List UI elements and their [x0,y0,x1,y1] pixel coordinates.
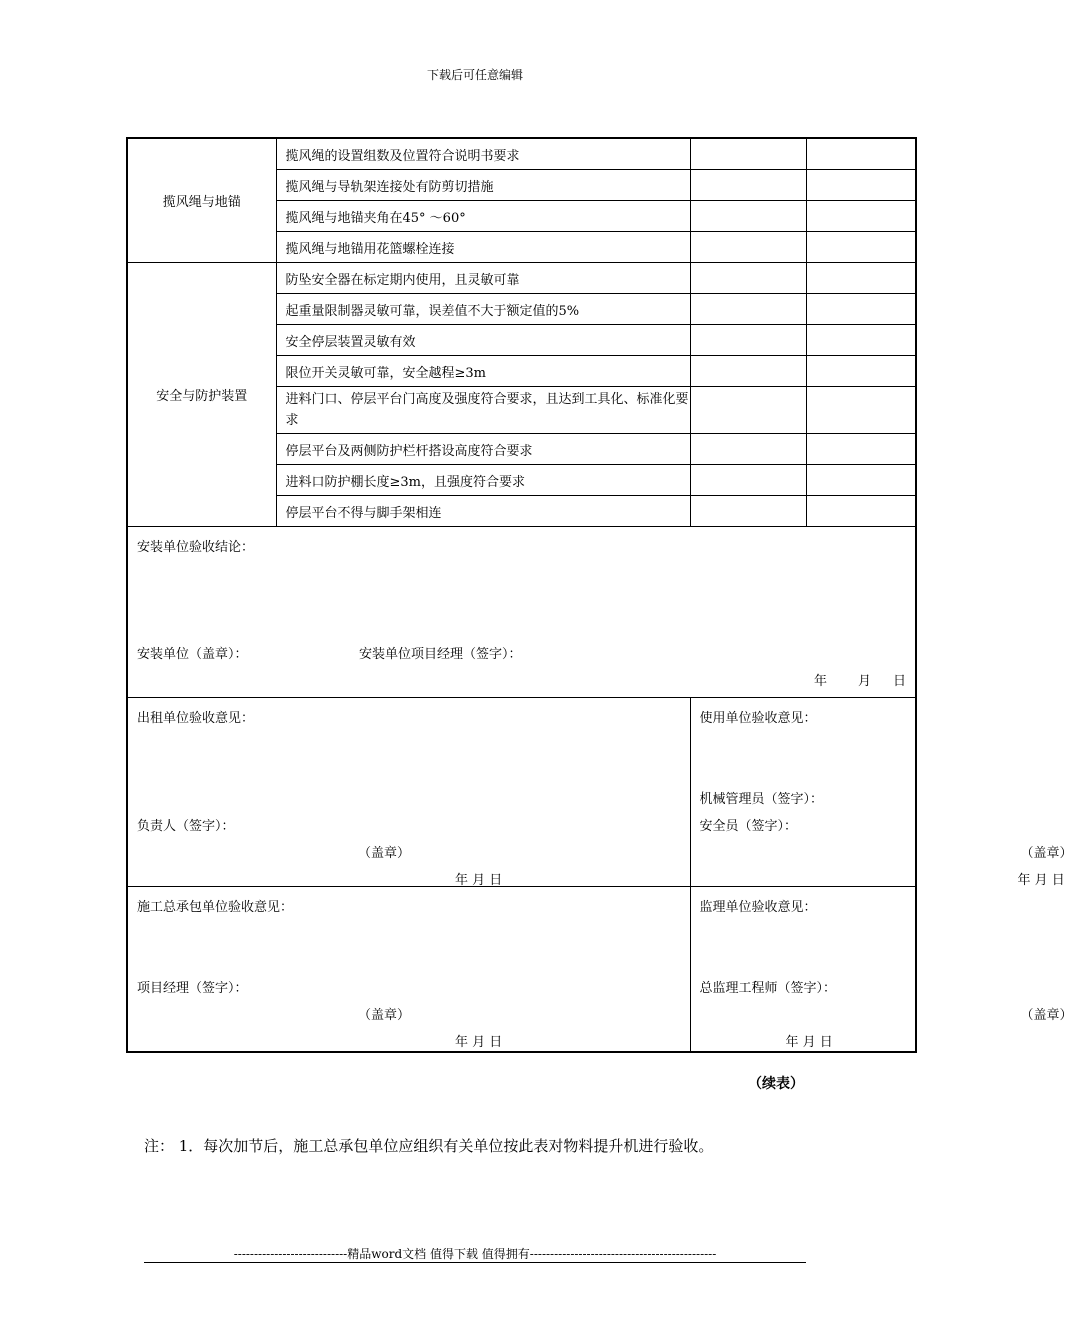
header-note: 下载后可任意编辑 [426,68,523,82]
category-cell: 安全与防护装置 [127,263,276,527]
rental-opinion-block[interactable] [127,698,690,887]
install-date-day: 日 [893,674,907,689]
remark-cell[interactable] [806,170,916,201]
remark-cell[interactable] [806,496,916,527]
install-manager-sign-label: 安装单位项目经理（签字）： [359,647,522,662]
remark-cell[interactable] [806,434,916,465]
user-date: 年 月 日 [1017,873,1065,888]
contractor-pm-sign-label: 项目经理（签字）： [137,981,248,996]
supervision-date: 年 月 日 [785,1035,833,1050]
contractor-supervision-row [127,887,916,1053]
user-opinion-label: 使用单位验收意见： [699,711,817,726]
result-cell[interactable] [690,465,806,496]
remark-cell[interactable] [806,325,916,356]
result-cell[interactable] [690,263,806,294]
install-conclusion-row [127,527,916,698]
item-cell: 起重量限制器灵敏可靠，误差值不大于额定值的5% [276,294,690,325]
supervision-chief-sign-label: 总监理工程师（签字）： [699,981,837,996]
item-cell: 揽风绳与地锚夹角在45° ～60° [276,201,690,232]
result-cell[interactable] [690,387,806,434]
table-row [127,263,916,294]
rental-seal-label: （盖章） [358,846,411,861]
user-opinion-block[interactable] [690,698,1073,888]
supervision-opinion-block[interactable] [690,887,1073,1053]
item-cell: 揽风绳的设置组数及位置符合说明书要求 [276,138,690,170]
remark-cell[interactable] [806,232,916,263]
result-cell[interactable] [690,325,806,356]
result-cell[interactable] [690,356,806,387]
item-cell: 进料门口、停层平台门高度及强度符合要求，且达到工具化、标准化要求 [276,387,690,434]
install-date-year: 年 [814,674,828,689]
continued-label: （续表） [748,1076,804,1092]
install-date-month: 月 [858,674,872,689]
table-row [127,138,916,170]
note-text: 注： 1．每次加节后，施工总承包单位应组织有关单位按此表对物料提升机进行验收。 [144,1137,714,1155]
supervision-seal-label: （盖章） [1020,1008,1073,1023]
item-cell: 限位开关灵敏可靠，安全越程≥3m [276,356,690,387]
result-cell[interactable] [690,138,806,170]
rental-responsible-sign-label: 负责人（签字）： [137,819,235,834]
remark-cell[interactable] [806,294,916,325]
item-cell: 防坠安全器在标定期内使用，且灵敏可靠 [276,263,690,294]
remark-cell[interactable] [806,356,916,387]
result-cell[interactable] [690,434,806,465]
install-conclusion-block[interactable] [127,527,916,698]
contractor-date: 年 月 日 [455,1035,503,1050]
inspection-table [126,137,1073,1053]
install-unit-seal-label: 安装单位（盖章）： [137,647,248,662]
remark-cell[interactable] [806,387,916,434]
install-conclusion-label: 安装单位验收结论： [137,540,255,555]
rental-date: 年 月 日 [455,873,503,888]
user-seal-label: （盖章） [1020,846,1073,861]
remark-cell[interactable] [806,138,916,170]
result-cell[interactable] [690,496,806,527]
item-cell: 停层平台不得与脚手架相连 [276,496,690,527]
rental-opinion-label: 出租单位验收意见： [137,711,255,726]
result-cell[interactable] [690,170,806,201]
user-mechanic-sign-label: 机械管理员（签字）： [699,792,824,807]
category-cell: 揽风绳与地锚 [127,138,276,263]
contractor-opinion-block[interactable] [127,887,690,1053]
remark-cell[interactable] [806,263,916,294]
result-cell[interactable] [690,294,806,325]
remark-cell[interactable] [806,465,916,496]
item-cell: 揽风绳与地锚用花篮螺栓连接 [276,232,690,263]
item-cell: 揽风绳与导轨架连接处有防剪切措施 [276,170,690,201]
item-cell: 安全停层装置灵敏有效 [276,325,690,356]
supervision-opinion-label: 监理单位验收意见： [699,900,817,915]
item-cell: 停层平台及两侧防护栏杆搭设高度符合要求 [276,434,690,465]
result-cell[interactable] [690,232,806,263]
contractor-opinion-label: 施工总承包单位验收意见： [137,900,294,915]
remark-cell[interactable] [806,201,916,232]
footer-text: ----------------------------精品word文档 值得下载 值得拥有---------------------------------------------- [233,1247,717,1261]
rental-user-row [127,698,916,887]
user-safety-sign-label: 安全员（签字）： [699,819,798,834]
item-cell: 进料口防护棚长度≥3m，且强度符合要求 [276,465,690,496]
footer-divider [144,1262,806,1263]
result-cell[interactable] [690,201,806,232]
contractor-seal-label: （盖章） [358,1008,411,1023]
